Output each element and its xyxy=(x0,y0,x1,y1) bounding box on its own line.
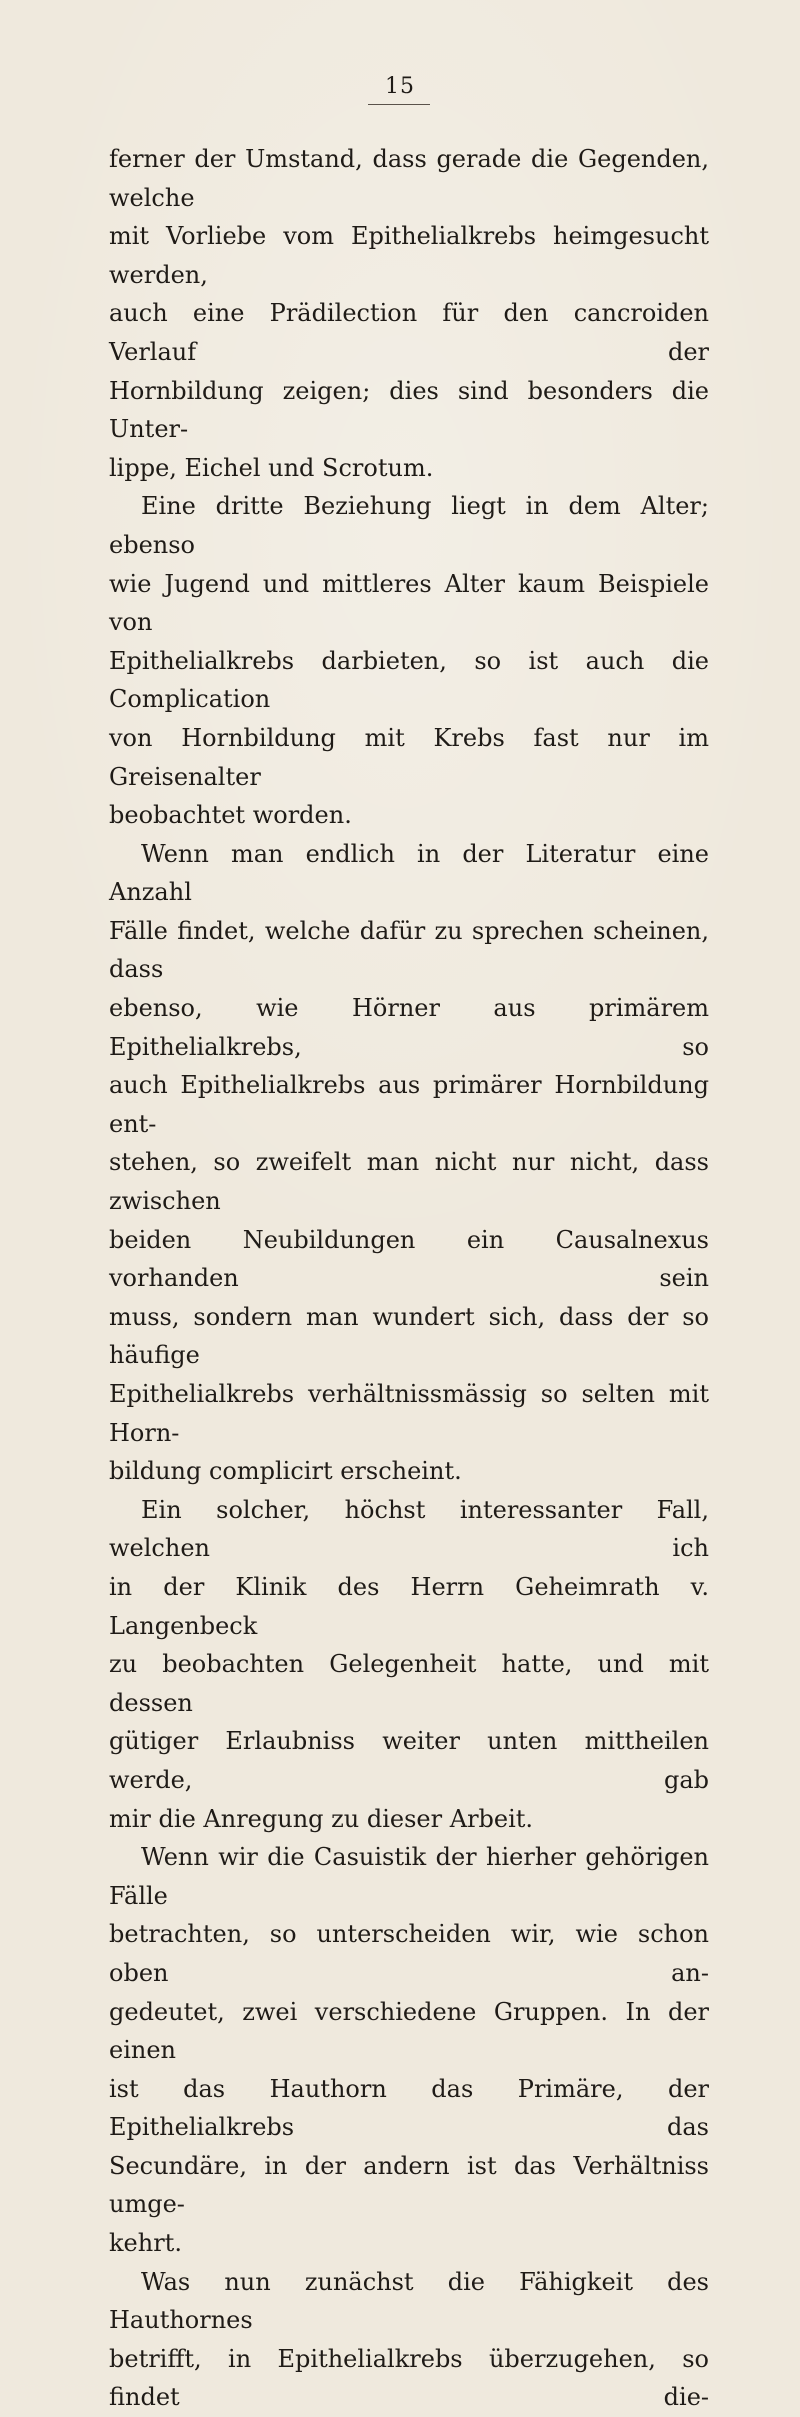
text-line: Wenn man endlich in der Literatur eine Anzahl xyxy=(109,839,709,907)
text-line: Epithelialkrebs darbieten, so ist auch die Complication xyxy=(109,646,709,714)
text-line: wie Jugend und mittleres Alter kaum Beispiele von xyxy=(109,569,709,637)
text-line: bildung complicirt erscheint. xyxy=(109,1457,462,1486)
text-line: auch Epithelialkrebs aus primärer Hornbildung ent- xyxy=(109,1071,709,1138)
page-number: 15 xyxy=(385,74,415,99)
text-line: Ein solcher, höchst interessanter Fall, welchen ich xyxy=(109,1495,709,1563)
text-line: lippe, Eichel und Scrotum. xyxy=(109,453,434,482)
text-line: mir die Anregung zu dieser Arbeit. xyxy=(109,1804,534,1833)
text-line: ferner der Umstand, dass gerade die Gegenden, welche xyxy=(109,145,709,212)
text-line: ebenso, wie Hörner aus primärem Epithelialkrebs, so xyxy=(109,994,709,1061)
text-line: Hornbildung zeigen; dies sind besonders die Unter- xyxy=(109,376,709,444)
text-line: ist das Hauthorn das Primäre, der Epithelialkrebs das xyxy=(109,2074,709,2142)
text-line: zu beobachten Gelegenheit hatte, und mit dessen xyxy=(109,1650,709,1717)
text-line: Was nun zunächst die Fähigkeit des Hauthornes xyxy=(109,2267,709,2335)
text-line: von Hornbildung mit Krebs fast nur im Greisenalter xyxy=(109,723,709,791)
text-line: muss, sondern man wundert sich, dass der so häufige xyxy=(109,1302,709,1370)
text-line: stehen, so zweifelt man nicht nur nicht, dass zwischen xyxy=(109,1148,709,1216)
text-line: Eine dritte Beziehung liegt in dem Alter; ebenso xyxy=(109,492,709,559)
text-line: beiden Neubildungen ein Causalnexus vorhanden sein xyxy=(109,1225,709,1293)
header-rule xyxy=(368,104,430,105)
text-line: betrachten, so unterscheiden wir, wie schon oben an- xyxy=(109,1920,709,1987)
text-line: Epithelialkrebs verhältnissmässig so selten mit Horn- xyxy=(109,1380,709,1447)
text-line: betrifft, in Epithelialkrebs überzugehen, so findet die- xyxy=(109,2344,709,2412)
text-line: Secundäre, in der andern ist das Verhältniss umge- xyxy=(109,2151,709,2219)
body-text xyxy=(109,140,709,2417)
text-line: Fälle findet, welche dafür zu sprechen scheinen, dass xyxy=(109,916,709,984)
text-line: mit Vorliebe vom Epithelialkrebs heimgesucht werden, xyxy=(109,222,709,289)
text-line: beobachtet worden. xyxy=(109,801,352,830)
text-line: kehrt. xyxy=(109,2229,182,2258)
text-line: auch eine Prädilection für den cancroiden Verlauf der xyxy=(109,299,709,366)
text-line: gedeutet, zwei verschiedene Gruppen. In der einen xyxy=(109,1997,709,2065)
text-line: gütiger Erlaubniss weiter unten mittheilen werde, gab xyxy=(109,1727,709,1794)
text-line: in der Klinik des Herrn Geheimrath v. Langenbeck xyxy=(109,1572,709,1640)
text-line: Wenn wir die Casuistik der hierher gehörigen Fälle xyxy=(109,1843,709,1910)
